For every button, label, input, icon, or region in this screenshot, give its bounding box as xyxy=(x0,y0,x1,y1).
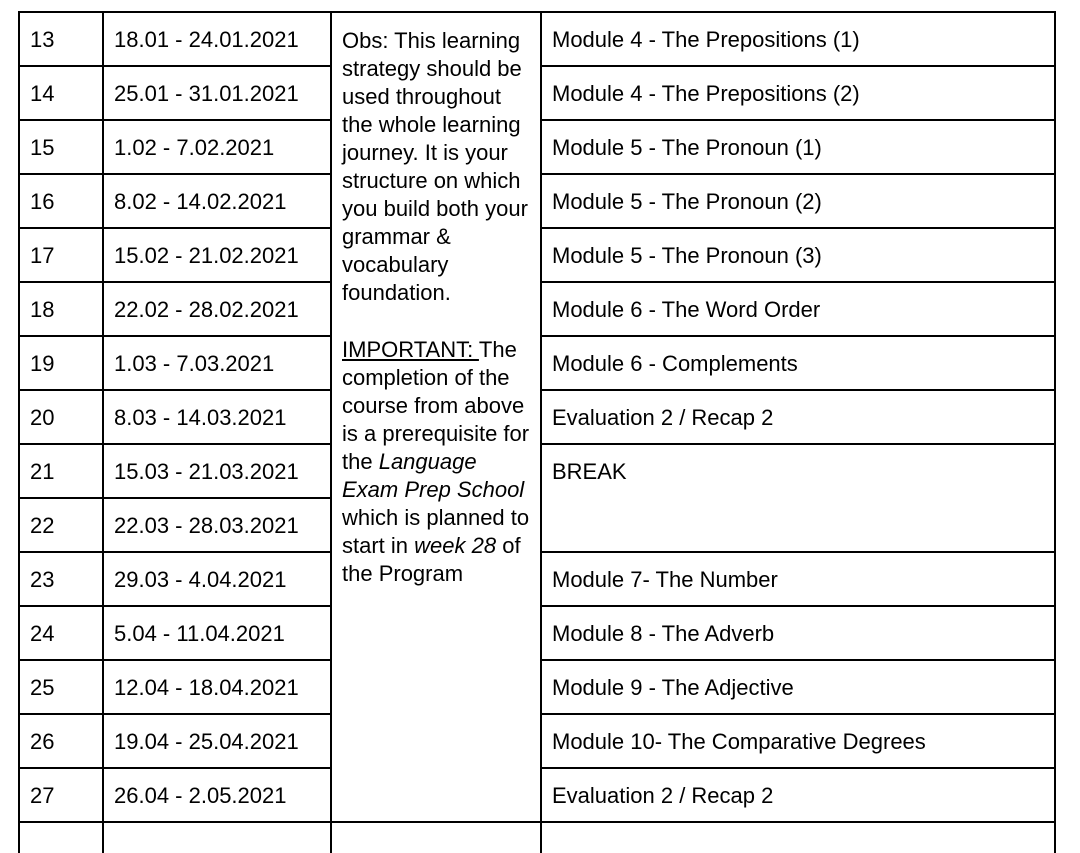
module-cell: Module 7- The Number xyxy=(541,552,1055,606)
week-cell: 18 xyxy=(19,282,103,336)
week-cell: 14 xyxy=(19,66,103,120)
week-cell: 22 xyxy=(19,498,103,552)
module-cell: Module 5 - The Pronoun (1) xyxy=(541,120,1055,174)
dates-cell: 1.02 - 7.02.2021 xyxy=(103,120,331,174)
module-cell: Module 4 - The Prepositions (2) xyxy=(541,66,1055,120)
week-cell: 13 xyxy=(19,12,103,66)
module-cell: BREAK xyxy=(541,444,1055,552)
module-cell: Module 5 - The Pronoun (2) xyxy=(541,174,1055,228)
important-note: IMPORTANT: The completion of the course from above is a prerequisite for the Language Exam Prep School which is planned to start in week 28 of the Program xyxy=(342,337,530,586)
week-cell: 25 xyxy=(19,660,103,714)
module-cell: Evaluation 2 / Recap 2 xyxy=(541,768,1055,822)
important-label: IMPORTANT: xyxy=(342,337,479,362)
dates-cell: 8.02 - 14.02.2021 xyxy=(103,174,331,228)
dates-cell: 15.03 - 21.03.2021 xyxy=(103,444,331,498)
dates-cell: 19.04 - 25.04.2021 xyxy=(103,714,331,768)
module-cell: Module 9 - The Adjective xyxy=(541,660,1055,714)
schedule-table xyxy=(18,11,1056,853)
dates-cell: 8.03 - 14.03.2021 xyxy=(103,390,331,444)
dates-cell: 29.03 - 4.04.2021 xyxy=(103,552,331,606)
notes-cell xyxy=(331,12,541,822)
module-cell: Module 10- The Comparative Degrees xyxy=(541,714,1055,768)
dates-cell: 22.03 - 28.03.2021 xyxy=(103,498,331,552)
module-cell: Module 5 - The Pronoun (3) xyxy=(541,228,1055,282)
dates-cell: 15.02 - 21.02.2021 xyxy=(103,228,331,282)
dates-cell: 26.04 - 2.05.2021 xyxy=(103,768,331,822)
module-cell: Evaluation 2 / Recap 2 xyxy=(541,390,1055,444)
dates-cell: 18.01 - 24.01.2021 xyxy=(103,12,331,66)
dates-cell: 12.04 - 18.04.2021 xyxy=(103,660,331,714)
week-cell: 16 xyxy=(19,174,103,228)
module-cell: Module 8 - The Adverb xyxy=(541,606,1055,660)
week-cell: 26 xyxy=(19,714,103,768)
week-cell: 19 xyxy=(19,336,103,390)
dates-cell: 5.04 - 11.04.2021 xyxy=(103,606,331,660)
week-cell: 23 xyxy=(19,552,103,606)
module-cell: Module 4 - The Prepositions (1) xyxy=(541,12,1055,66)
week-cell: 15 xyxy=(19,120,103,174)
dates-cell: 25.01 - 31.01.2021 xyxy=(103,66,331,120)
week-cell: 24 xyxy=(19,606,103,660)
week-cell: 21 xyxy=(19,444,103,498)
module-cell: Module 6 - The Word Order xyxy=(541,282,1055,336)
table-row xyxy=(19,12,1055,66)
week-cell: 27 xyxy=(19,768,103,822)
obs-note: Obs: This learning strategy should be used throughout the whole learning journey. It is your structure on which you build both your grammar & vocabulary foundation. xyxy=(342,28,528,305)
dates-cell: 22.02 - 28.02.2021 xyxy=(103,282,331,336)
week-cell: 20 xyxy=(19,390,103,444)
module-cell: Module 6 - Complements xyxy=(541,336,1055,390)
dates-cell: 1.03 - 7.03.2021 xyxy=(103,336,331,390)
week-cell: 17 xyxy=(19,228,103,282)
